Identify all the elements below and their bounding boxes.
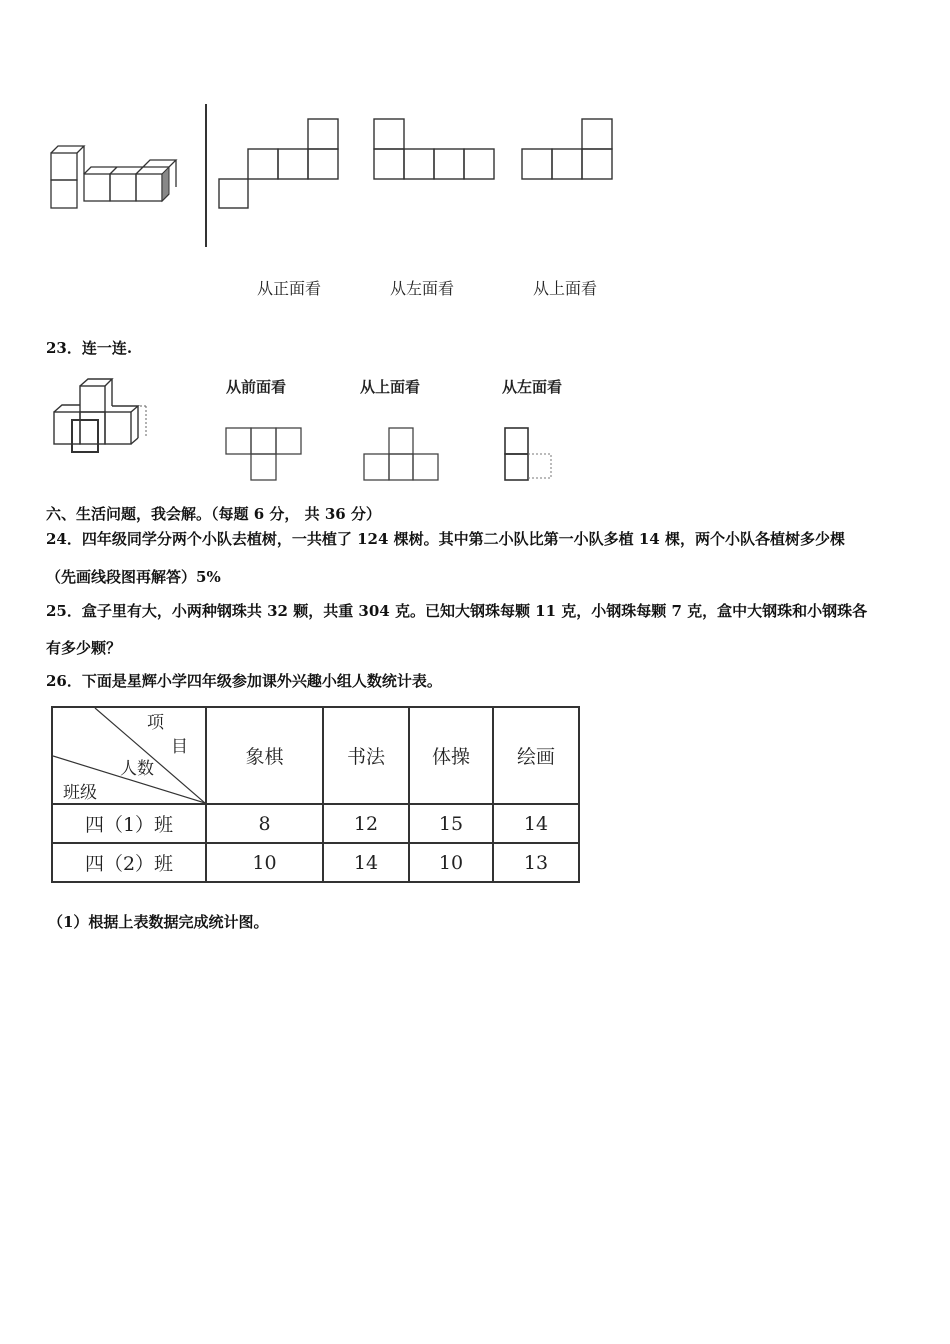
table-row: [52, 804, 579, 843]
q22-solid-figure: [44, 140, 189, 215]
column-header: 书法: [323, 707, 409, 804]
q23-label-front: 从前面看: [226, 378, 287, 396]
column-header: 绘画: [493, 707, 579, 804]
q26-sub1: （1）根据上表数据完成统计图。: [48, 913, 269, 931]
q22-view-option-2: [372, 117, 496, 183]
table-corner-cell: [52, 707, 206, 804]
divider-line: [205, 104, 207, 247]
interest-group-table: [51, 706, 580, 883]
table-cell: 10: [206, 843, 323, 882]
section6-title: 六、生活问题，我会解。（每题 6 分， 共 36 分）: [46, 505, 381, 523]
table-cell: 13: [493, 843, 579, 882]
row-label: 四（2）班: [52, 843, 206, 882]
q22-view-option-3: [520, 117, 616, 183]
q23-view-option-1: [224, 426, 304, 482]
q26-title: 26．下面是星辉小学四年级参加课外兴趣小组人数统计表。: [46, 672, 442, 690]
table-cell: 12: [323, 804, 409, 843]
corner-class: 班级: [63, 783, 97, 803]
q24-line2: （先画线段图再解答）5%: [46, 568, 221, 586]
table-row: [52, 843, 579, 882]
corner-item-2: 目: [171, 737, 188, 757]
corner-people: 人数: [120, 759, 154, 779]
q23-label-top: 从上面看: [360, 378, 421, 396]
q22-view-option-1: [218, 117, 342, 211]
column-header: 体操: [409, 707, 493, 804]
q23-label-left: 从左面看: [502, 378, 563, 396]
q23-title: 23．连一连.: [46, 339, 133, 357]
q25-line2: 有多少颗？: [46, 639, 122, 657]
q22-label-front: 从正面看: [257, 279, 322, 298]
q22-label-top: 从上面看: [533, 279, 598, 298]
corner-item-1: 项: [147, 713, 164, 733]
q23-view-option-2: [362, 426, 442, 482]
table-cell: 8: [206, 804, 323, 843]
row-label: 四（1）班: [52, 804, 206, 843]
table-cell: 10: [409, 843, 493, 882]
table-cell: 14: [323, 843, 409, 882]
q24-line1: 24．四年级同学分两个小队去植树，一共植了 124 棵树。其中第二小队比第一小队多植 14 棵，两个小队各植树多少棵: [46, 530, 845, 548]
q23-view-option-3: [502, 426, 558, 482]
table-cell: 15: [409, 804, 493, 843]
column-header: 象棋: [206, 707, 323, 804]
table-header-row: [52, 707, 579, 804]
q23-solid-figure: [48, 376, 152, 456]
q22-label-left: 从左面看: [390, 279, 455, 298]
q25-line1: 25．盒子里有大，小两种钢珠共 32 颗，共重 304 克。已知大钢珠每颗 11 克，小钢珠每颗 7 克，盒中大钢珠和小钢珠各: [46, 602, 868, 620]
table-cell: 14: [493, 804, 579, 843]
